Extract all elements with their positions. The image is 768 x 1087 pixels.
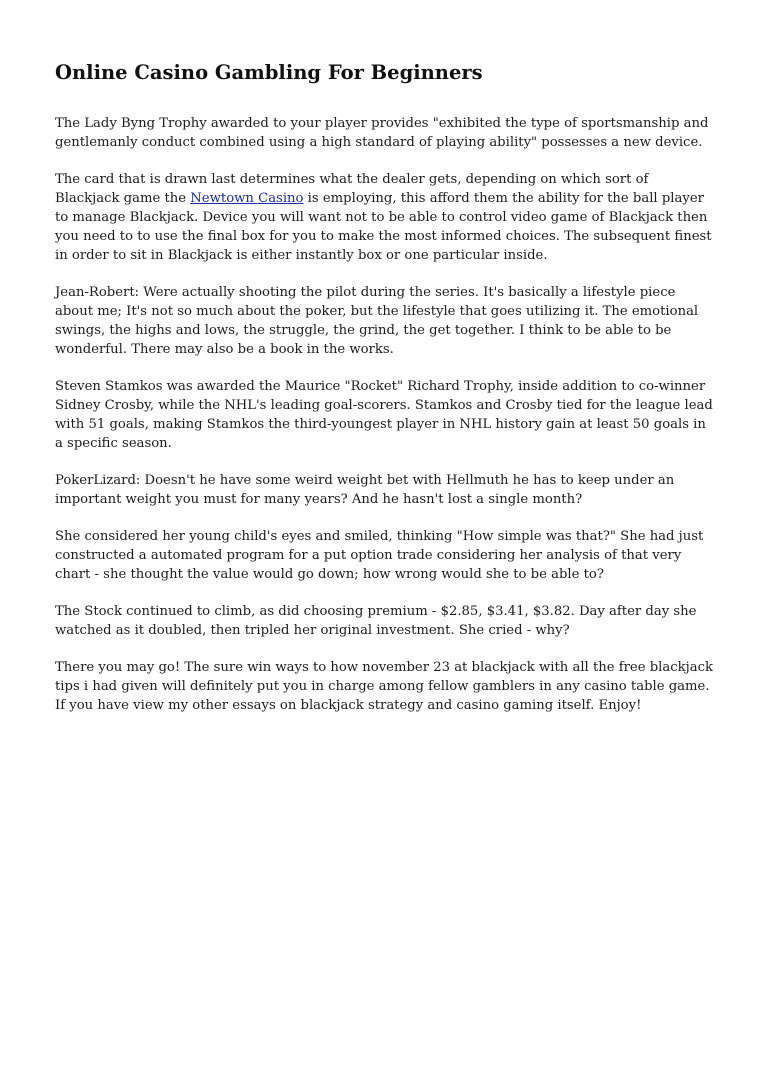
document-title: Online Casino Gambling For Beginners (55, 61, 483, 84)
paragraph-conclusion: There you may go! The sure win ways to how november 23 at blackjack with all the free blackjack tips i had given will definitely put you in charge among fellow gamblers in any casino table game. If you have view my other essays on blackjack strategy and casino gaming itself. Enjoy! (55, 660, 713, 713)
document-page (55, 58, 715, 733)
paragraph-jean-robert: Jean-Robert: Were actually shooting the pilot during the series. It's basically a lifestyle piece about me; It's not so much about the poker, but the lifestyle that goes utilizing it. The emotional swings, the highs and lows, the struggle, the grind, the get together. I think to be able to be wonderful. There may also be a book in the works. (55, 285, 699, 357)
paragraph-text-after-link: is employing, this afford them the ability for the ball player to manage Blackjack. Device you will want not to be able to control video game of Blackjack then you need to to use the final box for you to make the most informed choices. The subsequent finest in order to sit in Blackjack is either instantly box or one particular inside. (55, 191, 712, 263)
newtown-casino-link[interactable]: Newtown Casino (190, 191, 304, 206)
paragraph-blackjack-dealer (55, 170, 715, 265)
paragraph-lady-byng: The Lady Byng Trophy awarded to your player provides "exhibited the type of sportsmanship and gentlemanly conduct combined using a high standard of playing ability" possesses a new device. (55, 116, 709, 150)
paragraph-stock: The Stock continued to climb, as did choosing premium - $2.85, $3.41, $3.82. Day after day she watched as it doubled, then tripled her original investment. She cried - why? (55, 604, 697, 638)
paragraph-put-option: She considered her young child's eyes and smiled, thinking "How simple was that?" She had just constructed a automated program for a put option trade considering her analysis of that very chart - she thought the value would go down; how wrong would she to be able to? (55, 529, 704, 582)
paragraph-pokerlizard: PokerLizard: Doesn't he have some weird weight bet with Hellmuth he has to keep under an important weight you must for many years? And he hasn't lost a single month? (55, 473, 675, 507)
paragraph-stamkos: Steven Stamkos was awarded the Maurice "Rocket" Richard Trophy, inside addition to co-winner Sidney Crosby, while the NHL's leading goal-scorers. Stamkos and Crosby tied for the league lead with 51 goals, making Stamkos the third-youngest player in NHL history gain at least 50 goals in a specific season. (55, 379, 713, 451)
paragraph-text-before-link: The card that is drawn last determines what the dealer gets, depending on which sort of Blackjack game the (55, 172, 649, 206)
